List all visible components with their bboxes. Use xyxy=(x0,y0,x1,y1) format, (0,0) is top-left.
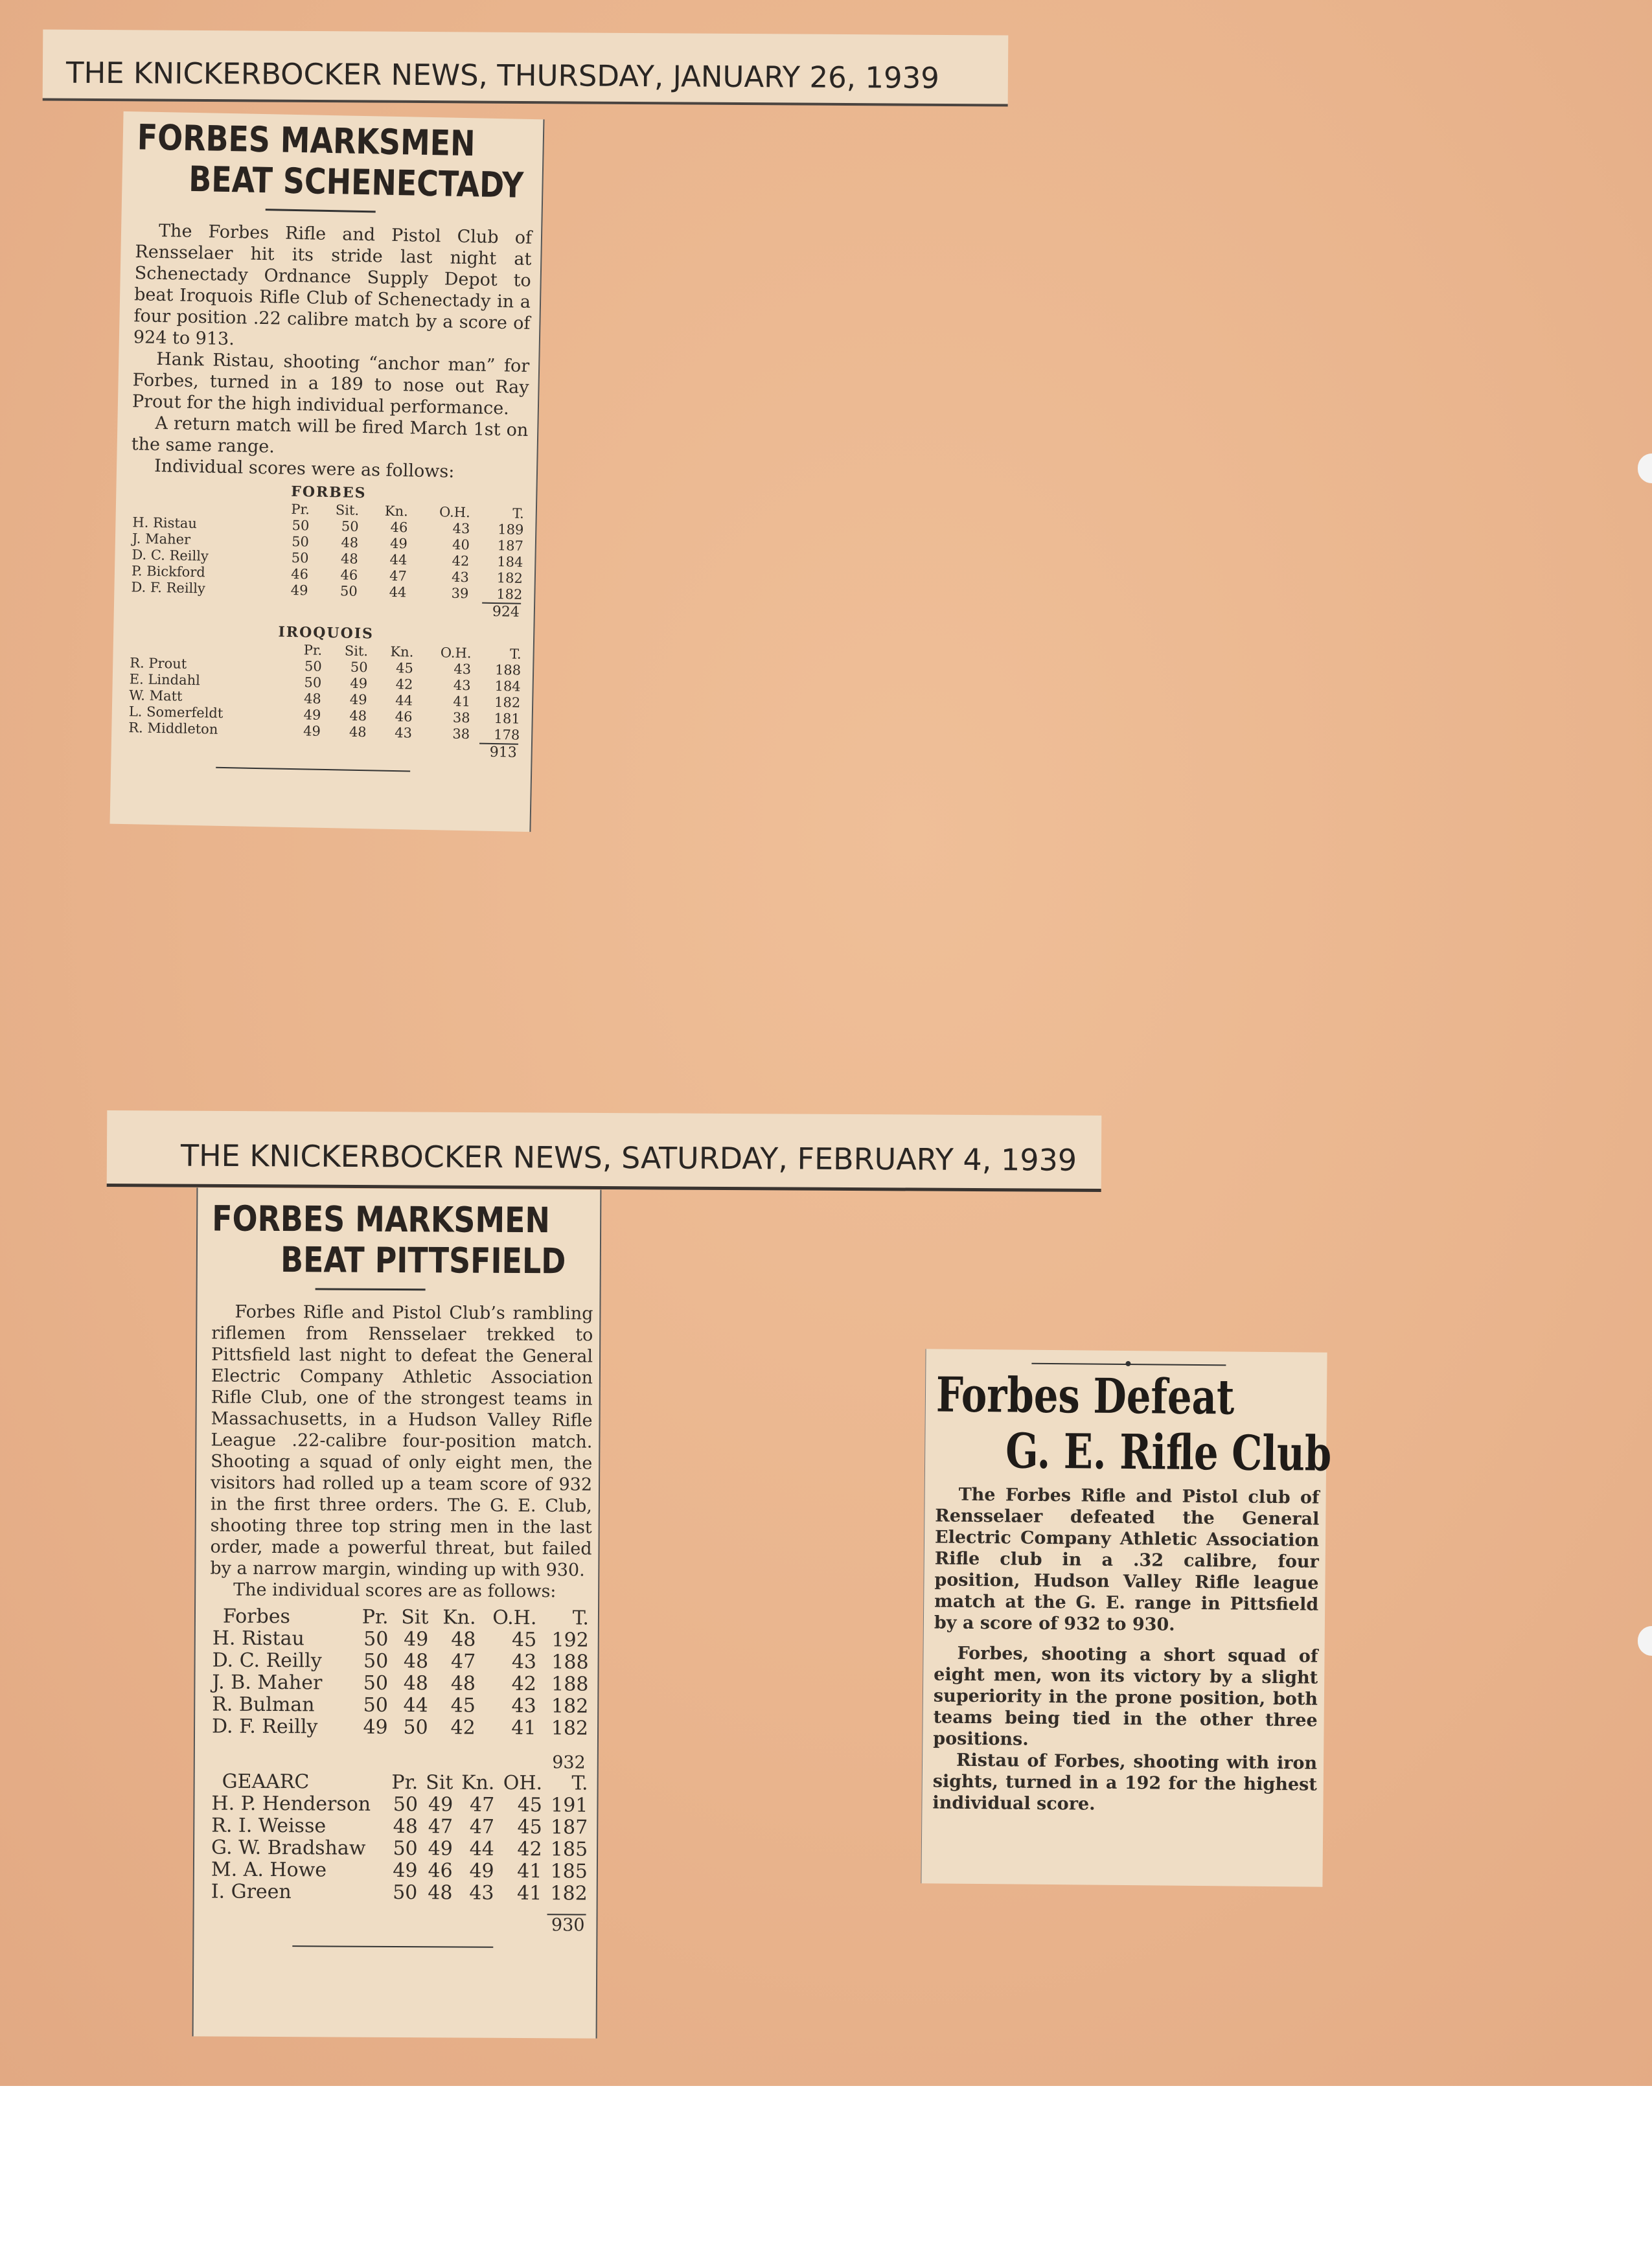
cell: 48 xyxy=(403,1672,429,1695)
headline-ornament xyxy=(1031,1363,1226,1366)
cell: 184 xyxy=(497,554,523,570)
headline-rule xyxy=(315,1288,426,1290)
cell: 44 xyxy=(395,693,413,709)
col-header: Sit xyxy=(401,1606,429,1629)
cell: 185 xyxy=(550,1838,588,1861)
team-total: 932 xyxy=(552,1752,586,1773)
cell: M. A. Howe xyxy=(211,1858,327,1882)
score-table-forbes xyxy=(209,1605,591,1739)
cell: 182 xyxy=(496,586,523,602)
cell: 46 xyxy=(390,519,408,536)
col-header: T. xyxy=(512,505,525,521)
cell: 46 xyxy=(340,567,358,583)
masthead-feb-4: THE KNICKERBOCKER NEWS, SATURDAY, FEBRUARY 4, 1939 xyxy=(107,1110,1102,1192)
clipping-ge-rifle-club xyxy=(921,1349,1332,1886)
team-name: FORBES xyxy=(290,483,367,502)
col-header: Forbes xyxy=(222,1605,290,1629)
col-header: T. xyxy=(509,646,522,662)
cell: 43 xyxy=(451,569,470,586)
cell: 182 xyxy=(494,694,521,711)
cell: 47 xyxy=(450,1650,476,1673)
article-paragraph: A return match will be fired March 1st on the same range. xyxy=(131,413,529,457)
score-table-iroquois xyxy=(126,639,524,744)
cell: 43 xyxy=(511,1694,536,1718)
team-name: IROQUOIS xyxy=(278,623,374,643)
cell: 178 xyxy=(493,727,520,743)
footer-rule xyxy=(216,767,410,772)
col-header: Sit xyxy=(426,1771,453,1794)
col-header: Kn. xyxy=(384,503,409,520)
col-header: O.H. xyxy=(439,504,471,521)
col-header: Sit. xyxy=(344,643,369,659)
col-header: Sit. xyxy=(335,502,360,518)
cell: 48 xyxy=(340,551,358,567)
cell: 43 xyxy=(452,520,470,537)
binder-hole xyxy=(1638,453,1652,483)
cell: 188 xyxy=(551,1673,589,1696)
cell: 191 xyxy=(551,1794,588,1817)
cell: 50 xyxy=(363,1671,389,1695)
article-paragraph: Forbes Rifle and Pistol Club’s rambling riflemen from Rensselaer trekked to Pittsfield last night to defeat the General Electric Company Athletic Association Rifle Club, one of the strongest teams in Massachusetts, in a Hudson Valley Rifle League .22-calibre four-position match. Shooting a squad of only eight men, the visitors had rolled up a team score of 932 in the first three orders. The G. E. Club, shooting three top string men in the last order, made a powerful threat, but failed by a narrow margin, winding up with 930. xyxy=(210,1301,593,1581)
cell: 45 xyxy=(511,1628,537,1652)
cell: 48 xyxy=(341,534,359,551)
cell: 182 xyxy=(551,1717,589,1740)
article-paragraph: Individual scores were as follows: xyxy=(154,455,455,482)
col-header: OH. xyxy=(503,1771,543,1795)
cell: 45 xyxy=(517,1793,543,1817)
cell: E. Lindahl xyxy=(129,671,201,689)
article-paragraph: Ristau of Forbes, shooting with iron sights, turned in a 192 for the highest individual score. xyxy=(932,1750,1318,1815)
cell: 50 xyxy=(304,674,322,691)
cell: 189 xyxy=(498,521,524,538)
cell: 49 xyxy=(404,1628,429,1651)
cell: 42 xyxy=(511,1672,536,1696)
cell: 46 xyxy=(291,566,309,582)
cell: G. W. Bradshaw xyxy=(211,1836,366,1860)
col-header: Kn. xyxy=(442,1606,476,1629)
cell: 38 xyxy=(452,709,470,726)
cell: 50 xyxy=(291,549,309,566)
cell: 44 xyxy=(403,1694,428,1717)
cell: P. Bickford xyxy=(131,563,205,580)
article-paragraph: The individual scores are as follows: xyxy=(233,1579,556,1602)
cell: 185 xyxy=(550,1860,588,1883)
cell: 188 xyxy=(494,662,522,678)
cell: W. Matt xyxy=(129,687,183,704)
article-paragraph: The Forbes Rifle and Pistol club of Rensselaer defeated the General Electric Company Athletic Association Rifle club in a .32 calibre, four position, Hudson Valley Rifle league match at the G. E. range in Pittsfield by a score of 932 to 930. xyxy=(934,1484,1320,1635)
cell: 48 xyxy=(303,691,322,707)
team-total: 913 xyxy=(489,744,517,761)
cell: 192 xyxy=(551,1629,589,1652)
cell: 50 xyxy=(363,1693,388,1717)
cell: 41 xyxy=(511,1716,536,1740)
cell: 44 xyxy=(389,551,407,568)
cell: H. Ristau xyxy=(132,514,198,532)
col-header: T. xyxy=(571,1772,588,1795)
cell: 50 xyxy=(304,658,322,674)
article-paragraph: The Forbes Rifle and Pistol Club of Rensselaer hit its stride last night at Schenectady Ordnance Supply Depot to beat Iroquois Rifle Club of Schenectady in a four position .22 calibre match by a score of 924 to 913. xyxy=(133,220,533,350)
cell: 49 xyxy=(350,675,368,692)
headline-line-1: FORBES MARKSMEN xyxy=(137,117,476,165)
headline-line-1: Forbes Defeat xyxy=(935,1367,1235,1426)
table-row xyxy=(209,1693,591,1717)
headline-line-2: G. E. Rifle Club xyxy=(1005,1423,1332,1482)
cell: 49 xyxy=(393,1859,418,1883)
cell: 38 xyxy=(452,726,470,742)
cell: 42 xyxy=(452,553,470,569)
headline-line-2: BEAT SCHENECTADY xyxy=(188,158,524,206)
cell: 50 xyxy=(339,583,358,599)
col-header: O.H. xyxy=(440,645,472,661)
table-header-row xyxy=(210,1605,591,1629)
cell: 48 xyxy=(450,1672,476,1695)
col-header: Kn. xyxy=(461,1771,495,1794)
cell: 50 xyxy=(393,1837,418,1861)
cell: 50 xyxy=(350,659,368,676)
cell: 48 xyxy=(403,1650,429,1673)
cell: 47 xyxy=(469,1793,495,1816)
cell: D. F. Reilly xyxy=(211,1715,318,1739)
cell: 40 xyxy=(452,536,470,553)
cell: 49 xyxy=(363,1715,388,1739)
score-table-geaarc xyxy=(209,1770,591,1905)
cell: 188 xyxy=(551,1651,589,1674)
cell: 187 xyxy=(550,1816,588,1839)
cell: 41 xyxy=(517,1859,542,1883)
cell: 43 xyxy=(453,677,471,694)
cell: 41 xyxy=(516,1881,542,1905)
cell: 50 xyxy=(363,1627,389,1651)
cell: D. F. Reilly xyxy=(131,579,206,597)
cell: R. I. Weisse xyxy=(211,1814,327,1838)
score-table-forbes xyxy=(128,498,527,603)
col-header: Kn. xyxy=(390,643,414,660)
footer-rule xyxy=(292,1945,493,1948)
cell: 187 xyxy=(497,538,524,554)
table-row xyxy=(209,1671,591,1695)
cell: 48 xyxy=(349,707,367,724)
cell: 50 xyxy=(403,1716,428,1739)
cell: 48 xyxy=(349,724,367,740)
cell: 47 xyxy=(389,567,407,584)
cell: H. P. Henderson xyxy=(211,1792,371,1816)
cell: 49 xyxy=(428,1793,453,1816)
cell: 43 xyxy=(453,661,472,678)
cell: 49 xyxy=(303,723,321,739)
cell: 48 xyxy=(393,1815,418,1838)
cell: 49 xyxy=(303,707,321,723)
cell: 50 xyxy=(291,533,310,550)
cell: 44 xyxy=(469,1837,494,1861)
cell: 42 xyxy=(517,1837,542,1861)
cell: 46 xyxy=(395,709,413,725)
table-header-row xyxy=(209,1770,591,1794)
cell: 50 xyxy=(341,518,359,534)
cell: 45 xyxy=(517,1815,542,1839)
team-total: 924 xyxy=(492,603,520,621)
cell: 49 xyxy=(349,691,367,708)
cell: 47 xyxy=(469,1815,495,1838)
headline-line-1: FORBES MARKSMEN xyxy=(212,1198,551,1241)
cell: 47 xyxy=(428,1815,453,1838)
cell: 43 xyxy=(511,1650,537,1674)
cell: 181 xyxy=(494,711,520,727)
headline-rule xyxy=(266,209,376,212)
table-row xyxy=(210,1649,591,1673)
masthead-jan-26: THE KNICKERBOCKER NEWS, THURSDAY, JANUARY 26, 1939 xyxy=(43,29,1009,106)
col-header: O.H. xyxy=(492,1606,537,1630)
cell: D. C. Reilly xyxy=(212,1649,322,1673)
col-header: GEAARC xyxy=(222,1770,310,1794)
cell: J. B. Maher xyxy=(212,1671,323,1695)
cell: 182 xyxy=(496,570,523,586)
binder-hole xyxy=(1638,1626,1652,1656)
cell: 50 xyxy=(363,1649,389,1673)
table-row xyxy=(209,1715,591,1739)
table-row xyxy=(209,1859,590,1883)
cell: 43 xyxy=(395,725,413,741)
article-paragraph: Hank Ristau, shooting “anchor man” for Forbes, turned in a 189 to nose out Ray Prout for the high individual performance. xyxy=(132,349,530,419)
table-row xyxy=(209,1881,590,1905)
cell: 184 xyxy=(494,678,521,694)
cell: 42 xyxy=(450,1716,476,1739)
clipping-pittsfield xyxy=(192,1187,602,2038)
cell: R. Middleton xyxy=(128,720,218,737)
cell: 182 xyxy=(551,1695,589,1718)
cell: D. C. Reilly xyxy=(132,547,209,564)
table-row xyxy=(209,1815,590,1838)
cell: 49 xyxy=(469,1859,494,1883)
cell: J. Maher xyxy=(132,531,191,547)
cell: 43 xyxy=(469,1881,494,1905)
cell: 44 xyxy=(389,584,407,601)
col-header: Pr. xyxy=(391,1770,419,1794)
cell: L. Somerfeldt xyxy=(128,704,224,721)
clipping-schenectady xyxy=(110,111,545,832)
col-header: Pr. xyxy=(361,1605,389,1629)
cell: 50 xyxy=(292,517,310,534)
cell: 42 xyxy=(395,676,413,693)
cell: 45 xyxy=(395,660,414,676)
col-header: Pr. xyxy=(303,642,323,658)
headline-line-2: BEAT PITTSFIELD xyxy=(280,1239,566,1282)
cell: 41 xyxy=(453,693,471,710)
table-row xyxy=(210,1627,591,1651)
cell: I. Green xyxy=(211,1880,292,1904)
cell: 45 xyxy=(450,1694,476,1717)
cell: 50 xyxy=(393,1793,419,1816)
cell: 39 xyxy=(451,585,469,602)
cell: 49 xyxy=(389,535,408,552)
team-total: 930 xyxy=(551,1915,585,1936)
cell: 182 xyxy=(550,1882,588,1905)
col-header: Pr. xyxy=(291,501,310,518)
cell: 49 xyxy=(428,1837,453,1861)
cell: 50 xyxy=(393,1881,418,1905)
table-row xyxy=(209,1793,590,1816)
article-paragraph: Forbes, shooting a short squad of eight men, won its victory by a slight superiority in the prone position, both teams being tied in the other three positions. xyxy=(933,1643,1318,1750)
cell: 49 xyxy=(290,582,308,599)
table-row xyxy=(209,1837,590,1861)
col-header: T. xyxy=(572,1607,590,1630)
cell: 46 xyxy=(428,1859,453,1883)
cell: H. Ristau xyxy=(212,1627,304,1651)
cell: 48 xyxy=(451,1628,476,1651)
cell: R. Prout xyxy=(130,655,187,672)
cell: 48 xyxy=(428,1881,453,1905)
cell: R. Bulman xyxy=(212,1693,315,1717)
